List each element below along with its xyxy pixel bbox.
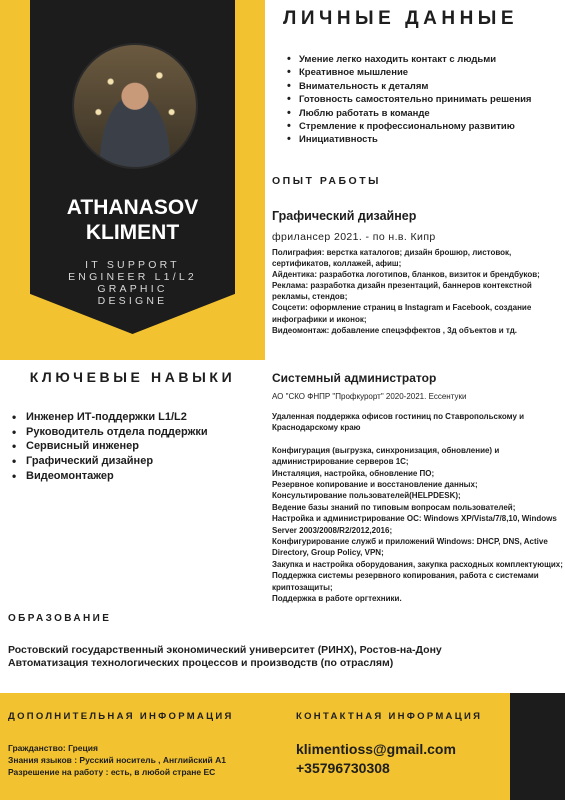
personal-item: • Инициативность	[287, 133, 557, 146]
personal-item: • Стремление к профессиональному развитию	[287, 120, 557, 133]
role-line-2: ENGINEER L1/L2	[68, 271, 197, 283]
job2-description	[272, 411, 564, 605]
job2-meta: АО "СКО ФНПР "Профкурорт" 2020-2021. Ессентуки	[272, 392, 467, 401]
job1-title: Графический дизайнер	[272, 209, 417, 223]
personal-item: • Умение легко находить контакт с людьми	[287, 53, 557, 66]
profile-photo	[72, 43, 198, 169]
name-line-2: KLIMENT	[85, 221, 180, 244]
work-permit: Разрешение на работу : есть, в любой стране ЕС	[8, 767, 216, 777]
personal-item: • Внимательность к деталям	[287, 80, 557, 93]
job1-line: Соцсети: оформление страниц в Instagram и Facebook, создание инфографики и иконок;	[272, 303, 532, 324]
job1-line: Реклама: разработка дизайн презентаций, баннеров контекстной рекламы, стендов;	[272, 281, 532, 302]
personal-list	[287, 53, 557, 147]
job1-line: Айдентика: разработка логотипов, бланков, визиток и брендбуков;	[272, 270, 540, 280]
job1-line: Видеомонтаж: добавление спецэффектов , 3д объектов и тд.	[272, 325, 518, 335]
job2-line: Поддержка в работе оргтехники.	[272, 594, 402, 604]
contact-heading: КОНТАКТНАЯ ИНФОРМАЦИЯ	[296, 711, 483, 722]
personal-item: • Люблю работать в команде	[287, 107, 557, 120]
job2-title: Системный администратор	[272, 371, 437, 385]
job2-line: Инсталяция, настройка, обновление ПО;	[272, 468, 435, 478]
languages: Знания языков : Русский носитель , Английский А1	[8, 755, 227, 765]
skills-heading: КЛЮЧЕВЫЕ НАВЫКИ	[29, 369, 236, 385]
job2-line: Конфигурирование служб и приложений Windows: DHCP, DNS, Active Directory, Group Policy, VPN;	[272, 537, 548, 558]
skill-item: • Графический дизайнер	[12, 454, 208, 469]
citizenship: Гражданство: Греция	[8, 743, 98, 753]
job2-line: Закупка и настройка оборудования, закупка расходных комплектующих;	[272, 559, 563, 569]
job2-intro: Удаленная поддержка офисов гостиниц по Ставропольскому и Краснодарскому краю	[272, 412, 525, 433]
job2-line: Поддержка системы резервного копирования, работа с системами криптозащиты;	[272, 571, 539, 592]
footer-accent-block	[510, 693, 565, 800]
skills-list	[12, 410, 208, 484]
job2-line: Консультирование пользователей(HELPDESK);	[272, 491, 461, 501]
experience-heading: ОПЫТ РАБОТЫ	[272, 175, 381, 187]
skill-item: • Руководитель отдела поддержки	[12, 425, 208, 440]
education-university: Ростовский государственный экономический университет (РИНХ), Ростов-на-Дону	[8, 644, 442, 656]
role-line-4: DESIGNE	[97, 295, 168, 307]
role-line-1: IT SUPPORT	[85, 259, 180, 271]
job2-line: Конфигурация (выгрузка, синхронизация, обновление) и администрирование серверов 1С;	[272, 445, 500, 467]
job1-description	[272, 247, 562, 336]
job1-line: Полиграфия: верстка каталогов; дизайн брошюр, листовок, сертификатов, коллажей, афиш;	[272, 248, 512, 269]
spacer	[272, 434, 564, 445]
job1-meta: фрилансер 2021. - по н.в. Кипр	[272, 231, 436, 243]
profile-role	[30, 259, 235, 307]
skill-item: • Инженер ИТ-поддержки L1/L2	[12, 410, 208, 425]
contact-phone[interactable]: +35796730308	[296, 760, 390, 776]
job2-line: Ведение базы знаний по типовым вопросам пользователей;	[272, 502, 516, 512]
skill-item: • Сервисный инженер	[12, 439, 208, 454]
personal-heading: ЛИЧНЫЕ ДАННЫЕ	[283, 8, 519, 29]
name-line-1: ATHANASOV	[66, 196, 199, 219]
job2-line: Резервное копирование и восстановление данных;	[272, 480, 478, 490]
additional-info-heading: ДОПОЛНИТЕЛЬНАЯ ИНФОРМАЦИЯ	[8, 711, 234, 722]
job2-line: Настройка и администрирование ОС: Windows XP/Vista/7/8,10, Windows Server 2003/2008/R2/2012,2016;	[272, 514, 557, 535]
education-specialty: Автоматизация технологических процессов и производств (по отраслям)	[8, 657, 394, 669]
education-heading: ОБРАЗОВАНИЕ	[8, 613, 112, 624]
skill-item: • Видеомонтажер	[12, 469, 208, 484]
personal-item: • Креативное мышление	[287, 66, 557, 79]
contact-email[interactable]: klimentioss@gmail.com	[296, 741, 456, 757]
profile-name	[30, 195, 235, 245]
personal-item: • Готовность самостоятельно принимать решения	[287, 93, 557, 106]
role-line-3: GRAPHIC	[97, 283, 168, 295]
